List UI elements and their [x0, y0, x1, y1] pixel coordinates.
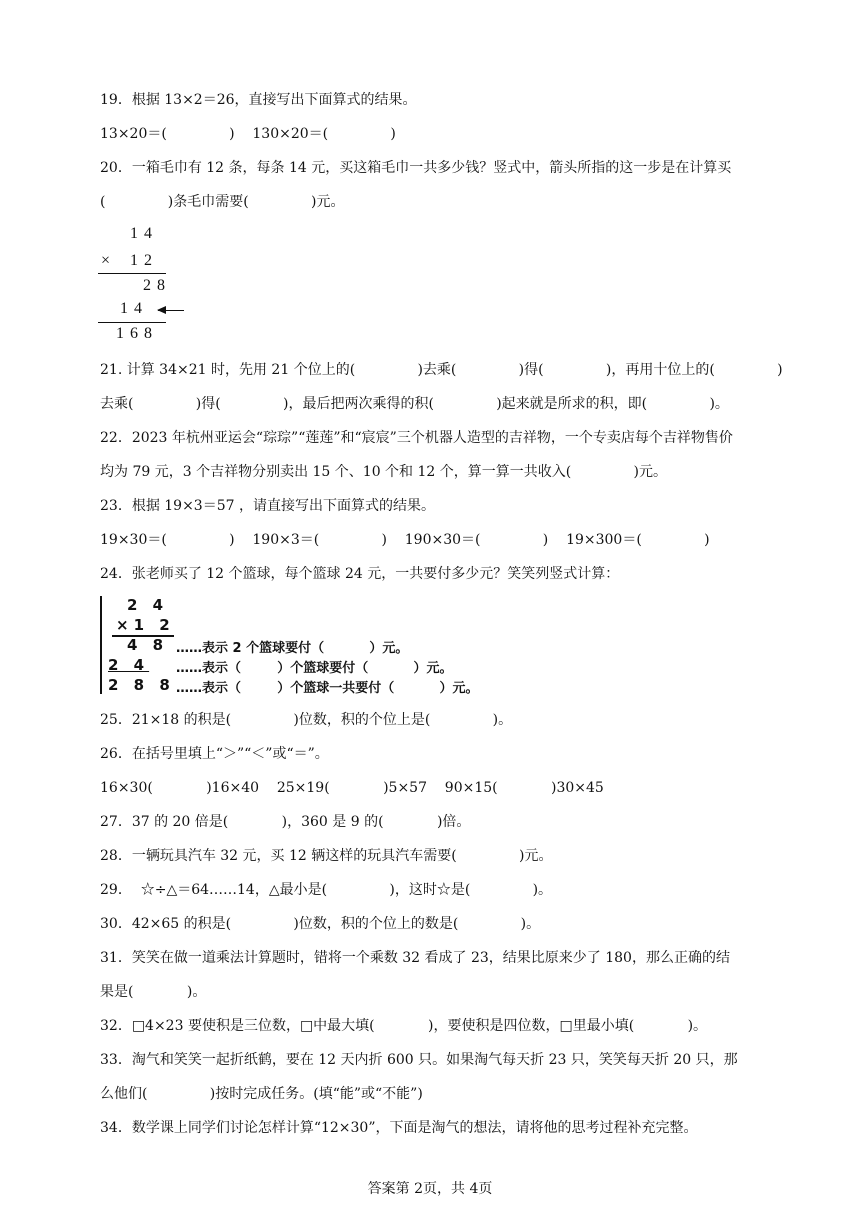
q31-stem: 31．笑笑在做一道乘法计算题时，错将一个乘数 32 看成了 23，结果比原来少了 180，那么正确的结	[100, 950, 730, 966]
q28: 28．一辆玩具汽车 32 元，买 12 辆这样的玩具汽车需要( )元。	[100, 848, 553, 864]
q22-stem-continued: 均为 79 元，3 个吉祥物分别卖出 15 个、10 个和 12 个，算一算一共收入( )元。	[100, 464, 667, 480]
q24-partial-product-2: 2 4	[108, 656, 150, 674]
q21-stem-continued: 去乘( )得( )，最后把两次乘得的积( )起来就是所求的积，即( )。	[100, 396, 729, 412]
q27: 27．37 的 20 倍是( )，360 是 9 的( )倍。	[100, 814, 471, 830]
q24-note-1: ……表示 2 个篮球要付（ ）元。	[176, 641, 409, 656]
q20-multiplier: 12	[130, 252, 158, 269]
q32: 32．□4×23 要使积是三位数，□中最大填( )，要使积是四位数，□里最小填( )。	[100, 1018, 708, 1034]
q33-stem: 33．淘气和笑笑一起折纸鹤，要在 12 天内折 600 只。如果淘气每天折 23 只，笑笑每天折 20 只，那	[100, 1052, 738, 1068]
q22-stem: 22．2023 年杭州亚运会“琮琮”“莲莲”和“宸宸”三个机器人造型的吉祥物，一个专卖店每个吉祥物售价	[100, 430, 733, 446]
q30: 30．42×65 的积是( )位数，积的个位上的数是( )。	[100, 916, 541, 932]
q23-stem: 23．根据 19×3＝57 ，请直接写出下面算式的结果。	[100, 498, 435, 514]
q24-product: 2 8 8	[108, 676, 175, 694]
q24-multiplicand: 2 4	[127, 596, 169, 614]
q24-stem: 24．张老师买了 12 个篮球，每个篮球 24 元，一共要付多少元？笑笑列竖式计算：	[100, 566, 620, 582]
q20-product: 168	[116, 325, 158, 342]
q33-stem-continued: 么他们( )按时完成任务。(填“能”或“不能”)	[100, 1086, 423, 1102]
q20-partial-product-1: 28	[143, 277, 171, 294]
q26-stem: 26．在括号里填上“＞”“＜”或“＝”。	[100, 746, 329, 762]
q29: 29． ☆÷△＝64……14，△最小是( )，这时☆是( )。	[100, 882, 553, 898]
q23-blanks: 19×30＝( ) 190×3＝( ) 190×30＝( ) 19×300＝( )	[100, 532, 710, 548]
q20-partial-product-2: 14	[120, 300, 148, 317]
q26-blanks: 16×30( )16×40 25×19( )5×57 90×15( )30×45	[100, 780, 604, 796]
q24-partial-product-1: 4 8	[127, 636, 169, 654]
q20-rule-1	[98, 273, 166, 274]
q20-multiplicand: 14	[130, 225, 158, 242]
q20-rule-2	[98, 322, 166, 323]
q24-left-border	[100, 596, 102, 694]
q24-note-2: ……表示（ ）个篮球要付（ ）元。	[176, 661, 453, 676]
q25: 25．21×18 的积是( )位数，积的个位上是( )。	[100, 712, 513, 728]
q24-multiplier: ×1 2	[116, 616, 175, 634]
q24-vertical-image	[100, 596, 520, 696]
q20-times-sign: ×	[101, 252, 117, 269]
q19-stem: 19．根据 13×2＝26，直接写出下面算式的结果。	[100, 92, 417, 108]
q19-blanks: 13×20＝( ) 130×20＝( )	[100, 126, 396, 142]
q31-stem-continued: 果是( )。	[100, 984, 207, 1000]
q20-arrow	[158, 310, 184, 311]
q20-stem-continued: ( )条毛巾需要( )元。	[100, 194, 345, 210]
q20-stem: 20．一箱毛巾有 12 条，每条 14 元，买这箱毛巾一共多少钱？竖式中，箭头所指的这一步是在计算买	[100, 160, 732, 176]
q24-note-3: ……表示（ ）个篮球一共要付（ ）元。	[176, 681, 479, 696]
q34: 34．数学课上同学们讨论怎样计算“12×30”，下面是淘气的想法，请将他的思考过程补充完整。	[100, 1120, 698, 1136]
q21-stem: 21. 计算 34×21 时，先用 21 个位上的( )去乘( )得( )，再用十位上的( )	[100, 362, 783, 378]
page-footer: 答案第 2页，共 4页	[367, 1181, 493, 1197]
